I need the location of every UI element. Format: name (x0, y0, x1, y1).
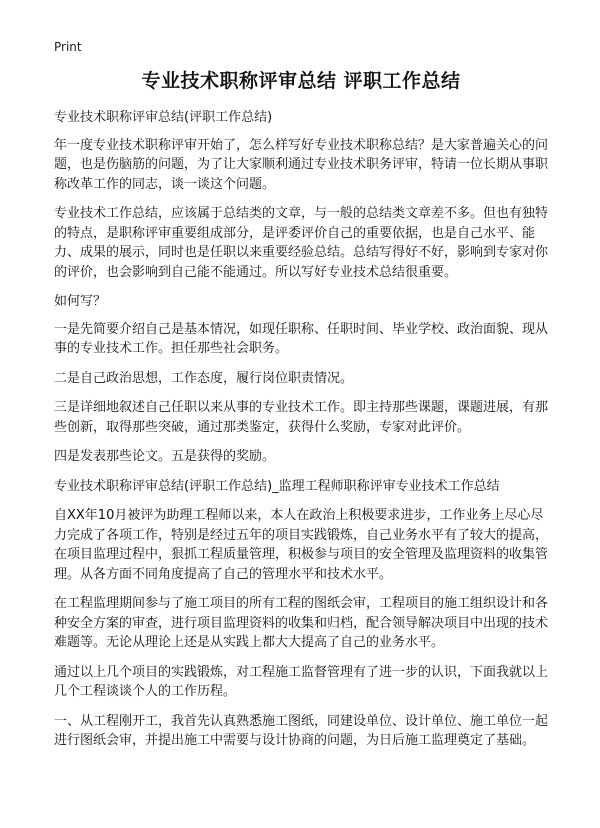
paragraph: 通过以上几个项目的实践锻炼，对工程施工监督管理有了进一步的认识，下面我就以上几个工程谈谈个人的工作历程。 (54, 664, 549, 699)
paragraph: 在工程监理期间参与了施工项目的所有工程的图纸会审，工程项目的施工组织设计和各种安全方案的审查，进行项目监理资料的收集和归档，配合领导解决项目中出现的技术难题等。无论从理论上还是从实践上都大大提高了自己的业务水平。 (54, 596, 549, 650)
paragraph: 一、从工程刚开工，我首先认真熟悉施工图纸，同建设单位、设计单位、施工单位一起进行图纸会审，并提出施工中需要与设计协商的问题，为日后施工监理奠定了基础。 (54, 713, 549, 748)
paragraph-section-heading: 专业技术职称评审总结(评职工作总结)_监理工程师职称评审专业技术工作总结 (54, 478, 500, 494)
print-link[interactable]: Print (54, 40, 82, 54)
paragraph-question: 如何写？ (54, 294, 107, 309)
paragraph-subtitle: 专业技术职称评审总结(评职工作总结) (54, 110, 273, 125)
paragraph: 专业技术工作总结，应该属于总结类的文章，与一般的总结类文章差不多。但也有独特的特点，是职称评审重要组成部分，是评委评价自己的重要依据，也是自己水平、能力、成果的展示，同时也是任职以来重要经验总结。总结写得好不好，影响到专家对你的评价，也会影响到自己能不能通过。所以写好专业技术总结很重要。 (54, 206, 549, 280)
paragraph: 四是发表那些论文。五是获得的奖励。 (54, 449, 276, 464)
paragraph: 自XX年10月被评为助理工程师以来，本人在政治上积极要求进步，工作业务上尽心尽力完成了各项工作，特别是经过五年的项目实践锻炼，自己业务水平有了较大的提高，在项目监理过程中，狠抓工程质量管理，积极参与项目的安全管理及监理资料的收集管理。从各方面不同角度提高了自己的管理水平和技术水平。 (54, 508, 549, 582)
paragraph: 三是详细地叙述自己任职以来从事的专业技术工作。即主持那些课题，课题进展，有那些创新，取得那些突破，通过那类鉴定，获得什么奖励，专家对此评价。 (54, 400, 549, 435)
paragraph: 二是自己政治思想，工作态度，履行岗位职责情况。 (54, 370, 354, 386)
page-title: 专业技术职称评审总结 评职工作总结 (141, 70, 461, 92)
paragraph: 年一度专业技术职称评审开始了，怎么样写好专业技术职称总结？是大家普遍关心的问题，也是伤脑筋的问题，为了让大家顺利通过专业技术职务评审，特请一位长期从事职称改革工作的同志，谈一谈这个问题。 (54, 137, 549, 192)
paragraph: 一是先简要介绍自己是基本情况，如现任职称、任职时间、毕业学校、政治面貌、现从事的专业技术工作。担任那些社会职务。 (54, 321, 549, 356)
